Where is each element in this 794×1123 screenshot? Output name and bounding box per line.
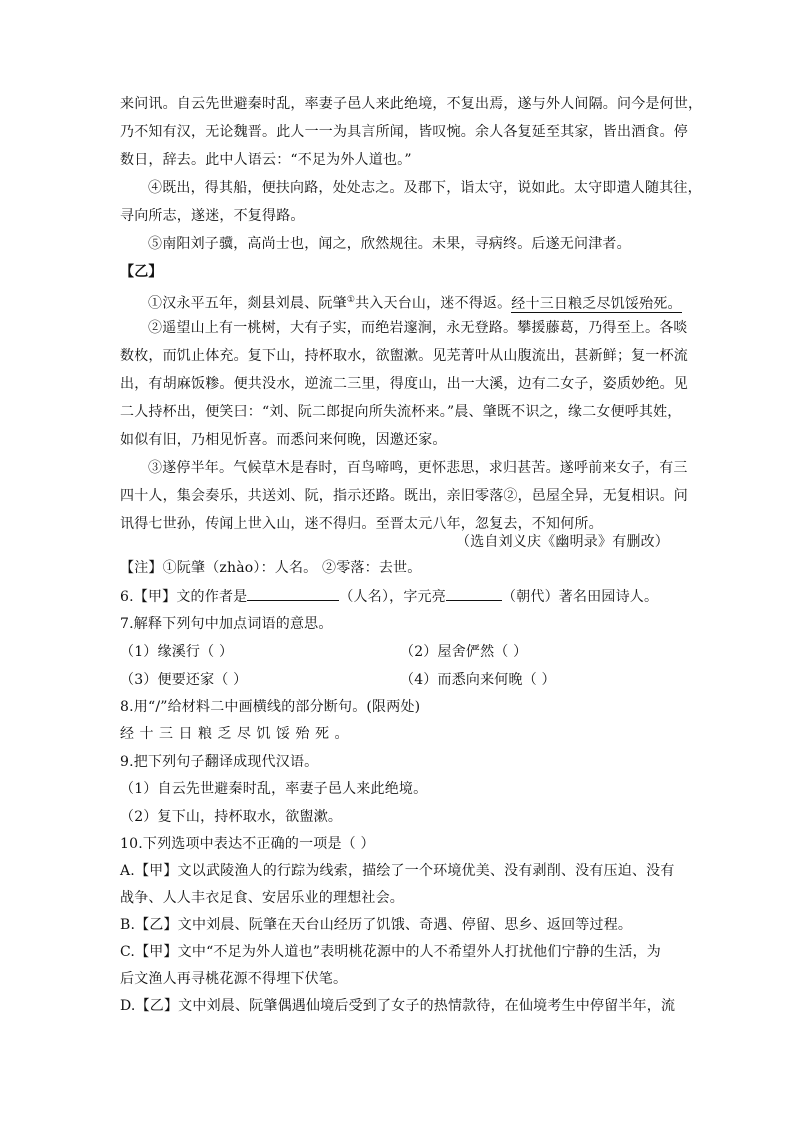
paragraph-5: ⑤南阳刘子骥，高尚士也，闻之，欣然规往。未果，寻病终。后遂无问津者。 (148, 236, 631, 252)
text-line: 讯得七世孙，传闻上世入山，迷不得归。至晋太元八年，忽复去，不知何所。 (120, 516, 603, 532)
option-d: D.【乙】文中刘晨、阮肇偶遇仙境后受到了女子的热情款待，在仙境考生中停留半年，流 (120, 998, 676, 1014)
option-a: A.【甲】文以武陵渔人的行踪为线索，描绘了一个环境优美、没有剥削、没有压迫、没有 (120, 863, 675, 879)
section-heading-yi: 【乙】 (120, 264, 163, 280)
option-b: B.【乙】文中刘晨、阮肇在天台山经历了饥饿、奇遇、停留、思乡、返回等过程。 (120, 917, 633, 933)
question-9: 9.把下列句子翻译成现代汉语。 (120, 754, 319, 770)
question-6 (120, 586, 700, 606)
yi-paragraph-1 (148, 290, 728, 310)
text-line: 如似有旧，乃相见忻喜。而悉问来何晚，因邀还家。 (120, 432, 447, 448)
footnote-marker: ① (346, 295, 356, 305)
question-8: 8.用“/”给材料二中画横线的部分断句。(限两处) (120, 699, 421, 715)
yi-p1-text: ①汉永平五年，剡县刘晨、阮肇 (148, 295, 347, 312)
q7-item-1: （1）缘溪行（ ） (120, 644, 234, 660)
paragraph-4: ④既出，得其船，便扶向路，处处志之。及郡下，诣太守，说如此。太守即遣人随其往， (148, 180, 702, 196)
sentence-to-punctuate: 经十三日粮乏尽饥馁殆死。 (120, 726, 354, 742)
q6-text: （朝代）著名田园诗人。 (501, 589, 659, 605)
q7-item-2: （2）屋舍俨然（ ） (400, 644, 528, 660)
option-c-cont: 后文渔人再寻桃花源不得埋下伏笔。 (120, 971, 348, 987)
option-a-cont: 战争、人人丰衣足食、安居乐业的理想社会。 (120, 890, 404, 906)
text-line: 出，有胡麻饭糁。便共没水，逆流二三里，得度山，出一大溪，边有二女子，姿质妙绝。见 (120, 376, 688, 392)
question-10: 10.下列选项中表达不正确的一项是（ ） (120, 836, 375, 852)
underlined-sentence: 经十三日粮乏尽饥馁殆死。 (511, 295, 682, 312)
text-line: 来问讯。自云先世避秦时乱，率妻子邑人来此绝境，不复出焉，遂与外人间隔。问今是何世， (120, 96, 703, 112)
q6-text: （人名），字元亮 (339, 589, 446, 605)
q6-text: 6.【甲】文的作者是 (120, 589, 248, 605)
source-citation: （选自刘义庆《幽明录》有删改） (456, 534, 669, 550)
q7-item-4: （4）而悉向来何晚（ ） (400, 672, 556, 688)
q7-item-3: （3）便要还家（ ） (120, 672, 248, 688)
question-9-item-2: （2）复下山，持杯取水，欲盥漱。 (120, 809, 343, 825)
footnote: 【注】①阮肇（zhào）：人名。 ②零落：去世。 (120, 560, 422, 576)
question-9-item-1: （1）自云先世避秦时乱，率妻子邑人来此绝境。 (120, 781, 428, 797)
question-7-row (120, 642, 700, 662)
answer-blank-dynasty[interactable] (446, 586, 502, 601)
answer-blank-name[interactable] (247, 586, 339, 601)
text-line: 寻向所志，遂迷，不复得路。 (120, 208, 305, 224)
yi-paragraph-3: ③遂停半年。气候草木是春时，百鸟啼鸣，更怀悲思，求归甚苦。遂呼前来女子，有三 (148, 460, 688, 476)
text-line: 数枚，而饥止体充。复下山，持杯取水，欲盥漱。见芜菁叶从山腹流出，甚新鲜；复一杯流 (120, 348, 688, 364)
text-line: 四十人，集会奏乐，共送刘、阮，指示还路。既出，亲旧零落②，邑屋全异，无复相识。问 (120, 488, 688, 504)
question-7-row (120, 670, 700, 690)
yi-paragraph-2: ②遥望山上有一桃树，大有子实，而绝岩邃涧，永无登路。攀援藤葛，乃得至上。各啖 (148, 320, 688, 336)
yi-p1-text: 共入天台山，迷不得返。 (355, 295, 512, 312)
text-line: 数日，辞去。此中人语云：“不足为外人道也。” (120, 152, 412, 168)
option-c: C.【甲】文中“不足为外人道也”表明桃花源中的人不希望外人打扰他们宁静的生活，为 (120, 944, 661, 960)
text-line: 二人持杯出，便笑曰：“刘、阮二郎捉向所失流杯来。”晨、肇既不识之，缘二女便呼其姓， (120, 404, 682, 420)
question-7: 7.解释下列句中加点词语的意思。 (120, 616, 333, 632)
text-line: 乃不知有汉，无论魏晋。此人一一为具言所闻，皆叹惋。余人各复延至其家，皆出酒食。停 (120, 124, 688, 140)
